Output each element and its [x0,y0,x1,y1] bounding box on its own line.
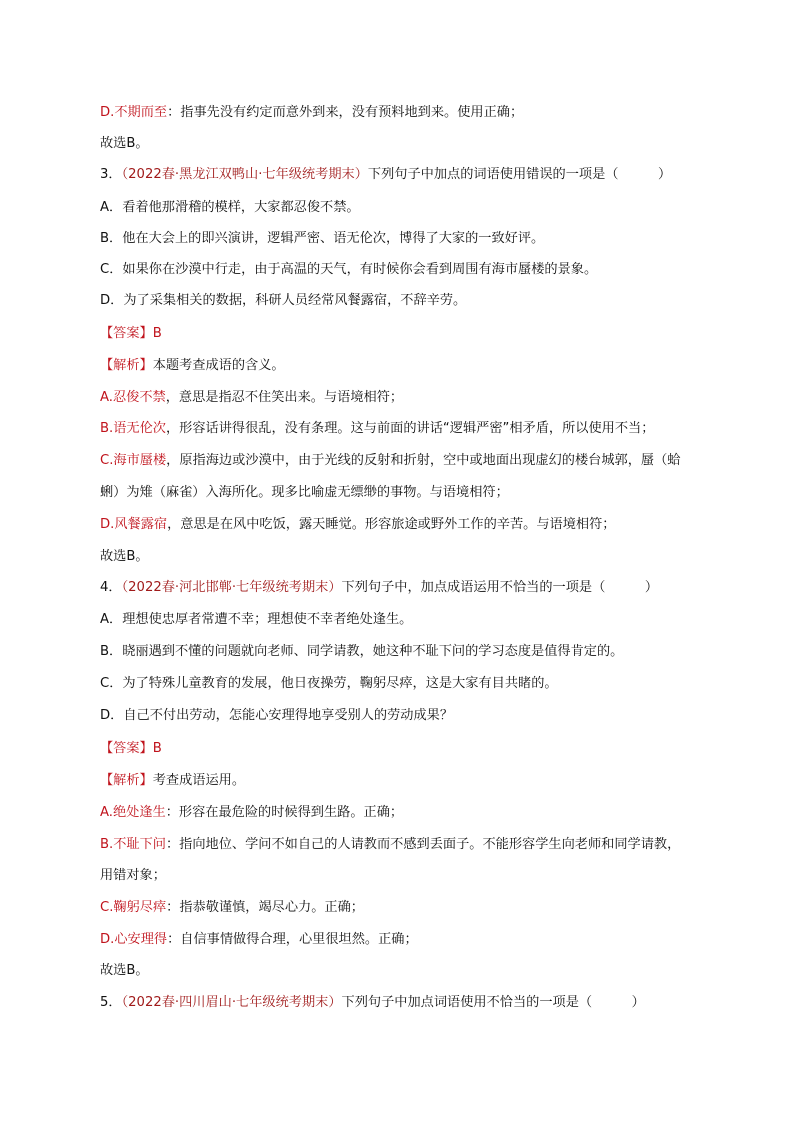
explanation-text: ，意思是指忍不住笑出来。与语境相符； [165,390,404,405]
question-source: （2022春·黑龙江双鸭山·七年级统考期末） [121,167,368,182]
question-3-option-c [100,260,720,279]
question-text: 下列句子中加点词语使用不恰当的一项是（ ） [341,995,645,1010]
explanation-line [100,483,720,502]
conclusion-text: 故选B。 [100,963,149,978]
option-prefix: C.海市蜃楼 [100,453,167,468]
question-source: （2022春·河北邯郸·七年级统考期末） [121,580,342,595]
option-prefix: B.语无伦次 [100,421,166,436]
option-text: B．他在大会上的即兴演讲，逻辑严密、语无伦次，博得了大家的一致好评。 [100,231,545,246]
conclusion-line [100,961,720,980]
question-text: 下列句子中加点的词语使用错误的一项是（ ） [367,167,672,182]
explanation-text: 考查成语运用。 [152,773,246,788]
question-5-stem [100,993,720,1012]
option-prefix: D.风餐露宿 [100,517,168,532]
option-prefix: D.心安理得 [100,932,168,947]
answer-label: 【答案】 [100,326,153,341]
question-4-option-c [100,674,720,693]
explanation-line [100,835,720,854]
explanation-text: ：指恭敬谨慎，竭尽心力。正确； [166,900,364,915]
answer-label: 【答案】 [100,741,153,756]
explanation-line [100,803,720,822]
conclusion-line [100,134,720,153]
explanation-line [100,898,720,917]
explanation-text: 本题考查成语的含义。 [152,358,285,373]
option-text: A．理想使忠厚者常遭不幸；理想使不幸者绝处逢生。 [100,612,413,627]
question-4-explanation-heading [100,771,720,790]
explanation-text: ：指向地位、学问不如自己的人请教而不感到丢面子。不能形容学生向老师和同学请教， [166,837,681,852]
answer-value: B [152,741,162,756]
option-text: C．为了特殊儿童教育的发展，他日夜操劳，鞠躬尽瘁，这是大家有目共睹的。 [100,676,558,691]
conclusion-text: 故选B。 [100,549,149,564]
question-4-stem [100,578,720,597]
answer-value: B [152,326,162,341]
explanation-line [100,515,720,534]
conclusion-text: 故选B。 [100,136,149,151]
explanation-line [100,451,720,470]
explanation-line [100,103,720,122]
question-3-stem [100,165,720,184]
option-text: A．看着他那滑稽的模样，大家都忍俊不禁。 [100,200,360,215]
question-text: 下列句子中，加点成语运用不恰当的一项是（ ） [341,580,659,595]
option-prefix: C.鞠躬尽瘁 [100,900,167,915]
explanation-line [100,930,720,949]
option-text: D．自己不付出劳动，怎能心安理得地享受别人的劳动成果？ [100,708,454,723]
question-number: 4． [100,580,122,595]
question-number: 5． [100,995,122,1010]
question-3-option-d [100,291,720,310]
explanation-text: 蜊）为雉（麻雀）入海所化。现多比喻虚无缥缈的事物。与语境相符； [100,485,509,500]
option-prefix: A.绝处逢生 [100,805,166,820]
explanation-label: 【解析】 [100,773,153,788]
option-text: B．晓丽遇到不懂的问题就向老师、同学请教，她这种不耻下问的学习态度是值得肯定的。 [100,644,624,659]
question-3-option-b [100,229,720,248]
question-3-option-a [100,198,720,217]
option-prefix: D.不期而至 [100,105,168,120]
explanation-line [100,866,720,885]
question-4-option-d [100,706,720,725]
explanation-label: 【解析】 [100,358,153,373]
explanation-line [100,388,720,407]
question-3-explanation-heading [100,356,720,375]
explanation-text: ：自信事情做得合理，心里很坦然。正确； [167,932,418,947]
question-3-answer [100,324,720,343]
question-4-option-b [100,642,720,661]
question-4-option-a [100,610,720,629]
conclusion-line [100,547,720,566]
option-text: D．为了采集相关的数据，科研人员经常风餐露宿，不辞辛劳。 [100,293,467,308]
option-prefix: B.不耻下问 [100,837,166,852]
option-prefix: A.忍俊不禁 [100,390,166,405]
explanation-text: ：指事先没有约定而意外到来，没有预料地到来。使用正确； [167,105,524,120]
question-number: 3． [100,167,122,182]
explanation-line [100,419,720,438]
option-text: C．如果你在沙漠中行走，由于高温的天气，有时候你会看到周围有海市蜃楼的景象。 [100,262,598,277]
explanation-text: ：形容在最危险的时候得到生路。正确； [165,805,404,820]
explanation-text: ，意思是在风中吃饭，露天睡觉。形容旅途或野外工作的辛苦。与语境相符； [167,517,616,532]
explanation-text: ，原指海边或沙漠中，由于光线的反射和折射，空中或地面出现虚幻的楼台城郭，蜃（蛤 [166,453,681,468]
explanation-text: ，形容话讲得很乱，没有条理。这与前面的讲话“逻辑严密”相矛盾，所以使用不当； [166,421,655,436]
question-4-answer [100,739,720,758]
question-source: （2022春·四川眉山·七年级统考期末） [121,995,342,1010]
explanation-text: 用错对象； [100,868,166,883]
